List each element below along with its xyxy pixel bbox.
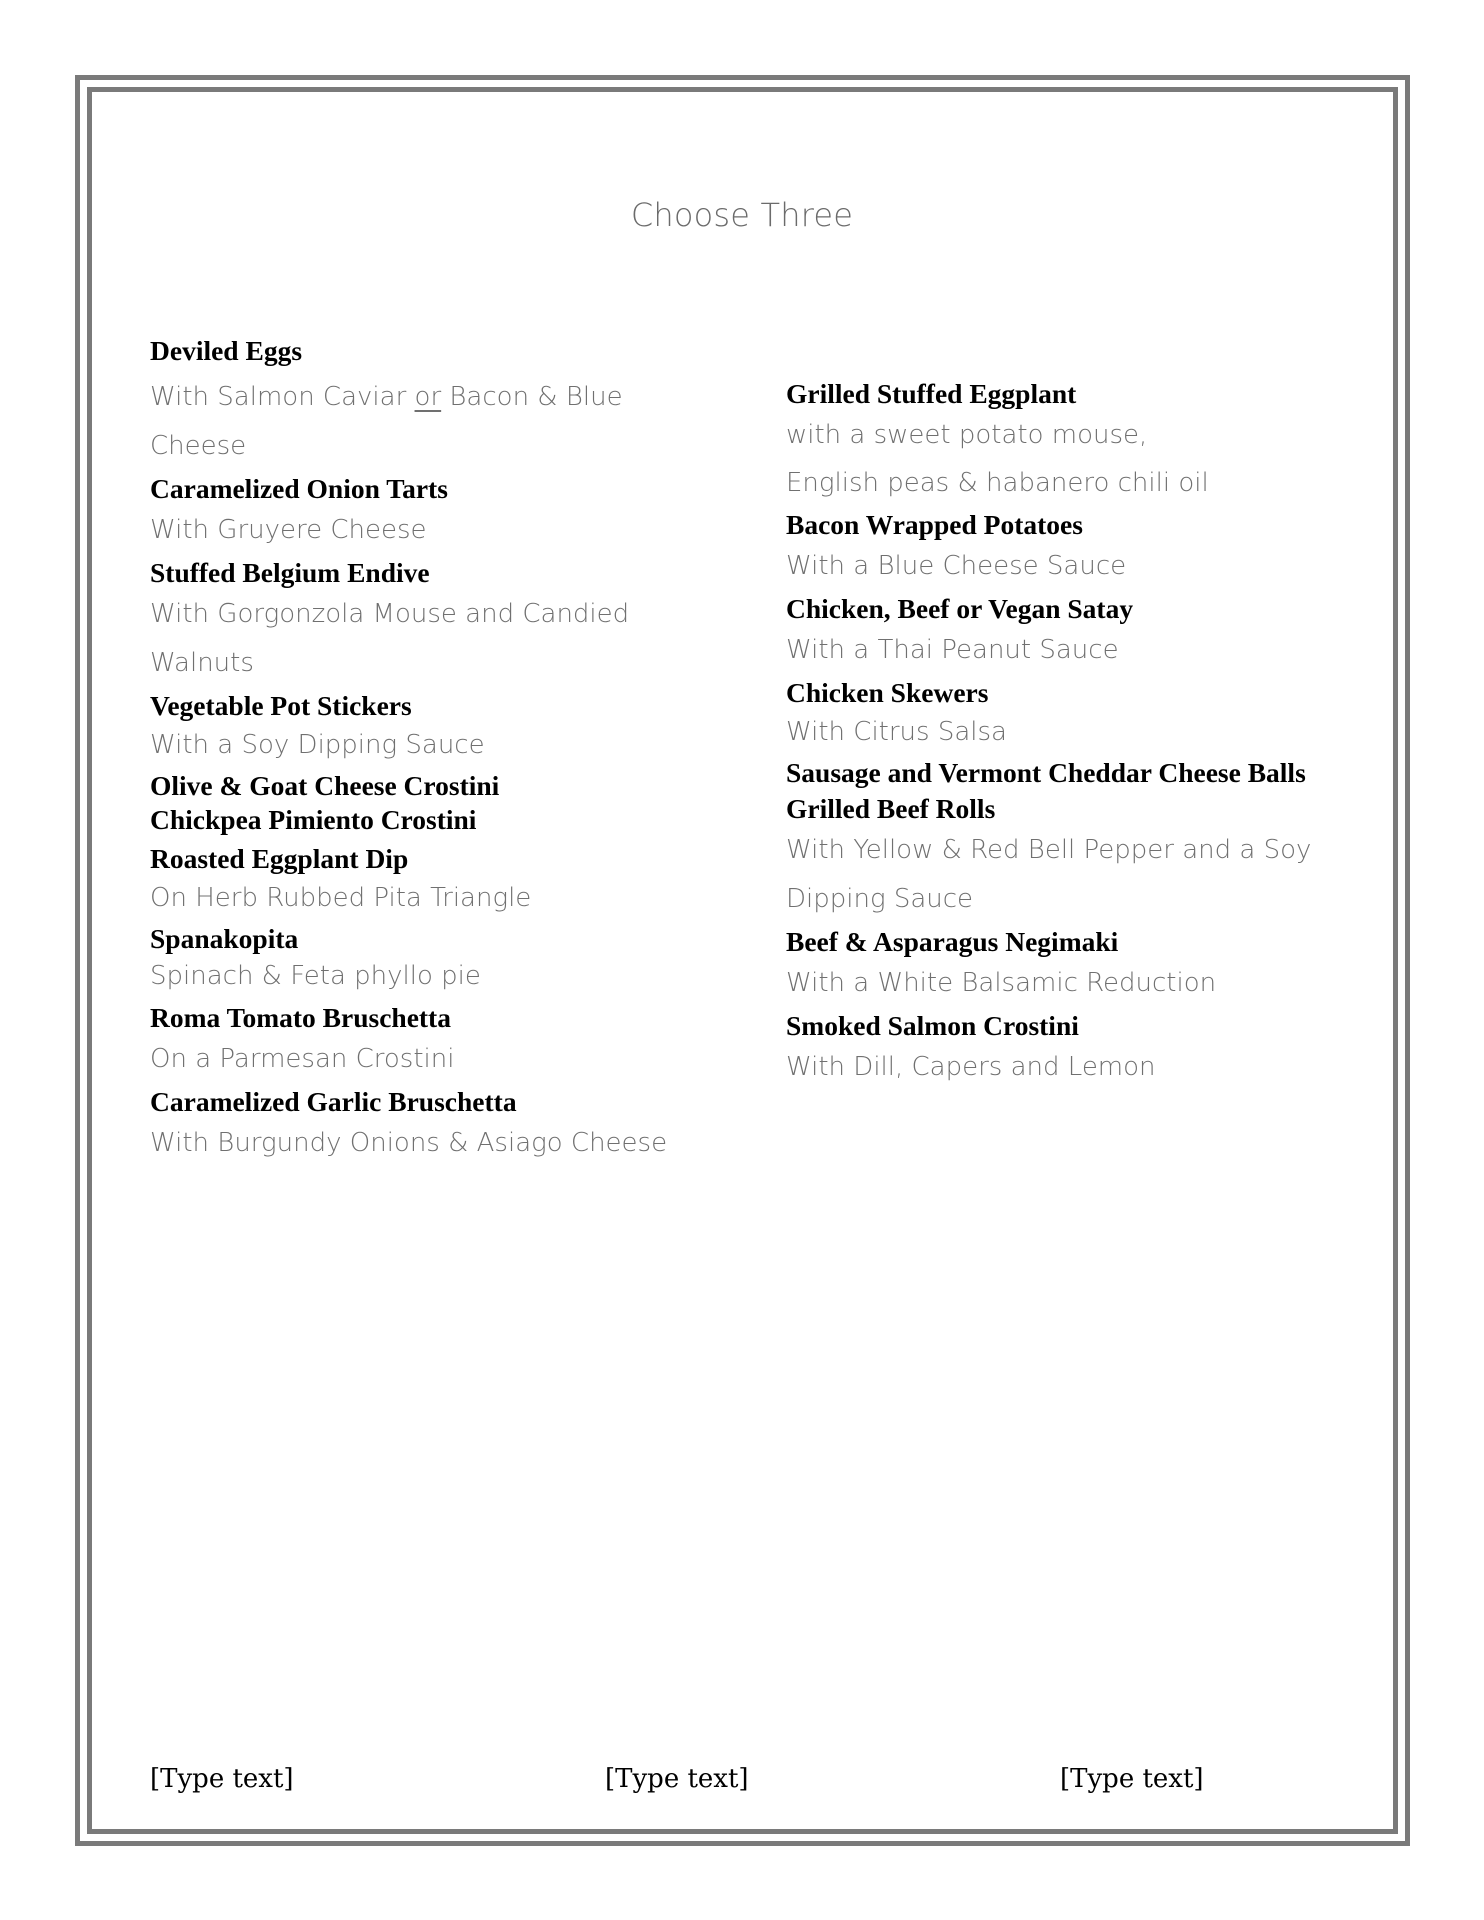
dish-description: With a White Balsamic Reduction [786, 968, 1217, 998]
dish-name: Smoked Salmon Crostini [786, 1010, 1079, 1041]
dish-name: Chicken, Beef or Vegan Satay [786, 593, 1134, 624]
dish-description: With Yellow & Red Bell Pepper and a Soy Dipping Sauce [786, 835, 1312, 914]
dish-name: Deviled Eggs [150, 335, 303, 366]
dish-name: Vegetable Pot Stickers [150, 690, 412, 721]
dish-name: Spanakopita [150, 923, 299, 954]
dish-description: With Salmon Caviar or Bacon & Blue Cheese [150, 382, 623, 461]
menu-title: Choose Three [630, 196, 854, 234]
dish-name: Stuffed Belgium Endive [150, 557, 430, 588]
dish-description: With Dill, Capers and Lemon [786, 1052, 1156, 1082]
dish-description: with a sweet potato mouse, English peas & habanero chili oil [786, 420, 1209, 498]
dish-name: Grilled Stuffed Eggplant [786, 378, 1077, 409]
dish-description: On Herb Rubbed Pita Triangle [150, 883, 532, 913]
dish-description: With Gruyere Cheese [150, 515, 427, 545]
footer-center-placeholder[interactable]: [Type text] [605, 1764, 749, 1794]
dish-description: With Gorgonzola Mouse and Candied Walnuts [150, 599, 630, 678]
dish-description: With a Blue Cheese Sauce [786, 551, 1127, 581]
dish-name: Chickpea Pimiento Crostini [150, 804, 477, 835]
dish-description: Spinach & Feta phyllo pie [150, 961, 481, 991]
dish-name: Chicken Skewers [786, 677, 989, 708]
dish-name: Roma Tomato Bruschetta [150, 1002, 451, 1033]
menu-column-left [150, 334, 710, 1169]
footer-left-placeholder[interactable]: [Type text] [150, 1764, 294, 1794]
dish-name: Roasted Eggplant Dip [150, 843, 409, 874]
dish-description: On a Parmesan Crostini [150, 1044, 455, 1074]
dish-description: With Burgundy Onions & Asiago Cheese [150, 1128, 668, 1158]
dish-name: Beef & Asparagus Negimaki [786, 926, 1119, 957]
or-emphasis: or [414, 382, 442, 412]
dish-name: Caramelized Garlic Bruschetta [150, 1086, 517, 1117]
dish-description: With a Thai Peanut Sauce [786, 635, 1119, 665]
menu-column-right [786, 377, 1346, 1093]
dish-description: With a Soy Dipping Sauce [150, 730, 485, 760]
dish-description: With Citrus Salsa [786, 717, 1007, 747]
dish-name: Caramelized Onion Tarts [150, 473, 448, 504]
dish-name: Bacon Wrapped Potatoes [786, 509, 1083, 540]
dish-name: Olive & Goat Cheese Crostini [150, 770, 500, 801]
dish-name: Sausage and Vermont Cheddar Cheese Balls [786, 757, 1306, 788]
dish-name: Grilled Beef Rolls [786, 793, 996, 824]
footer-right-placeholder[interactable]: [Type text] [1060, 1764, 1204, 1794]
